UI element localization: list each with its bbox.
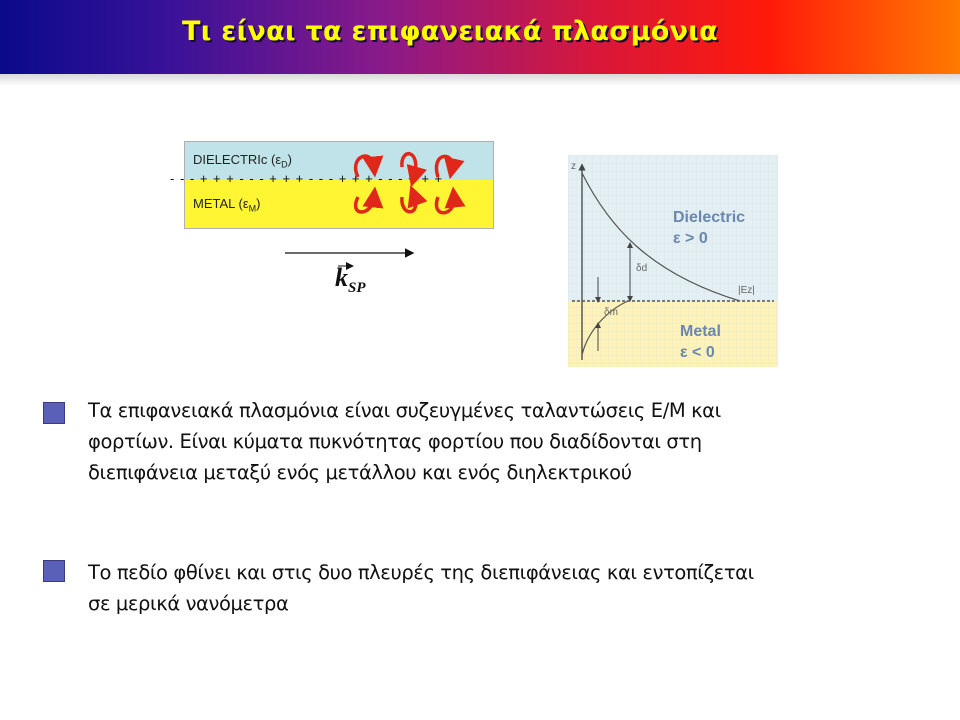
title-divider <box>0 74 960 86</box>
ez-label: |Ez| <box>738 285 755 296</box>
field-decay-diagram <box>568 155 778 367</box>
surface-charges: - - - + + + - - - + + + - - - + + + - - - + + + <box>170 171 444 186</box>
bullet-1-line-3: διεπιφάνεια μεταξύ ενός μετάλλου και ενός διηλεκτρικού <box>88 461 632 484</box>
delta-m-label: δm <box>604 307 618 318</box>
bullet-2-line-1: Το πεδίο φθίνει και στις δυο πλευρές της διεπιφάνειας και εντοπίζεται <box>88 561 754 584</box>
field-arc-2b-icon <box>402 195 416 212</box>
bullet-text-1 <box>88 395 721 488</box>
field-arc-3a-icon <box>436 156 452 177</box>
bullet-marker <box>43 560 65 582</box>
slide-title: Τι είναι τα επιφανειακά πλασμόνια <box>182 16 718 47</box>
bullet-2-line-2: σε μερικά νανόμετρα <box>88 592 289 615</box>
dielectric-title: Dielectric <box>673 209 746 226</box>
bullet-1-line-1: Τα επιφανειακά πλασμόνια είναι συζευγμένες ταλαντώσεις Ε/Μ και <box>88 399 721 422</box>
field-arc-1b-icon <box>356 197 374 212</box>
bullet-1-line-2: φορτίων. Είναι κύματα πυκνότητας φορτίου που διαδίδονται στη <box>88 430 702 453</box>
metal-epsilon: ε < 0 <box>680 344 715 361</box>
metal-title: Metal <box>680 323 721 340</box>
surface-plasmon-diagram <box>160 135 510 305</box>
field-arc-3b-icon <box>436 197 454 213</box>
dielectric-label: DIELECTRIc $(\varepsilon_D)$ <box>193 152 292 170</box>
z-axis-label: z <box>571 161 576 172</box>
field-arc-2a-icon <box>402 154 416 177</box>
decay-curve-svg <box>568 155 778 367</box>
metal-label: METAL $(\varepsilon_M)$ <box>193 196 261 214</box>
delta-d-label: δd <box>636 263 648 274</box>
dielectric-epsilon: ε > 0 <box>673 230 708 247</box>
bullet-marker <box>43 402 65 424</box>
wavevector-label: $k_{SP}$ <box>335 263 366 297</box>
bullet-text-2 <box>88 557 754 619</box>
field-arc-1a-icon <box>356 156 374 177</box>
